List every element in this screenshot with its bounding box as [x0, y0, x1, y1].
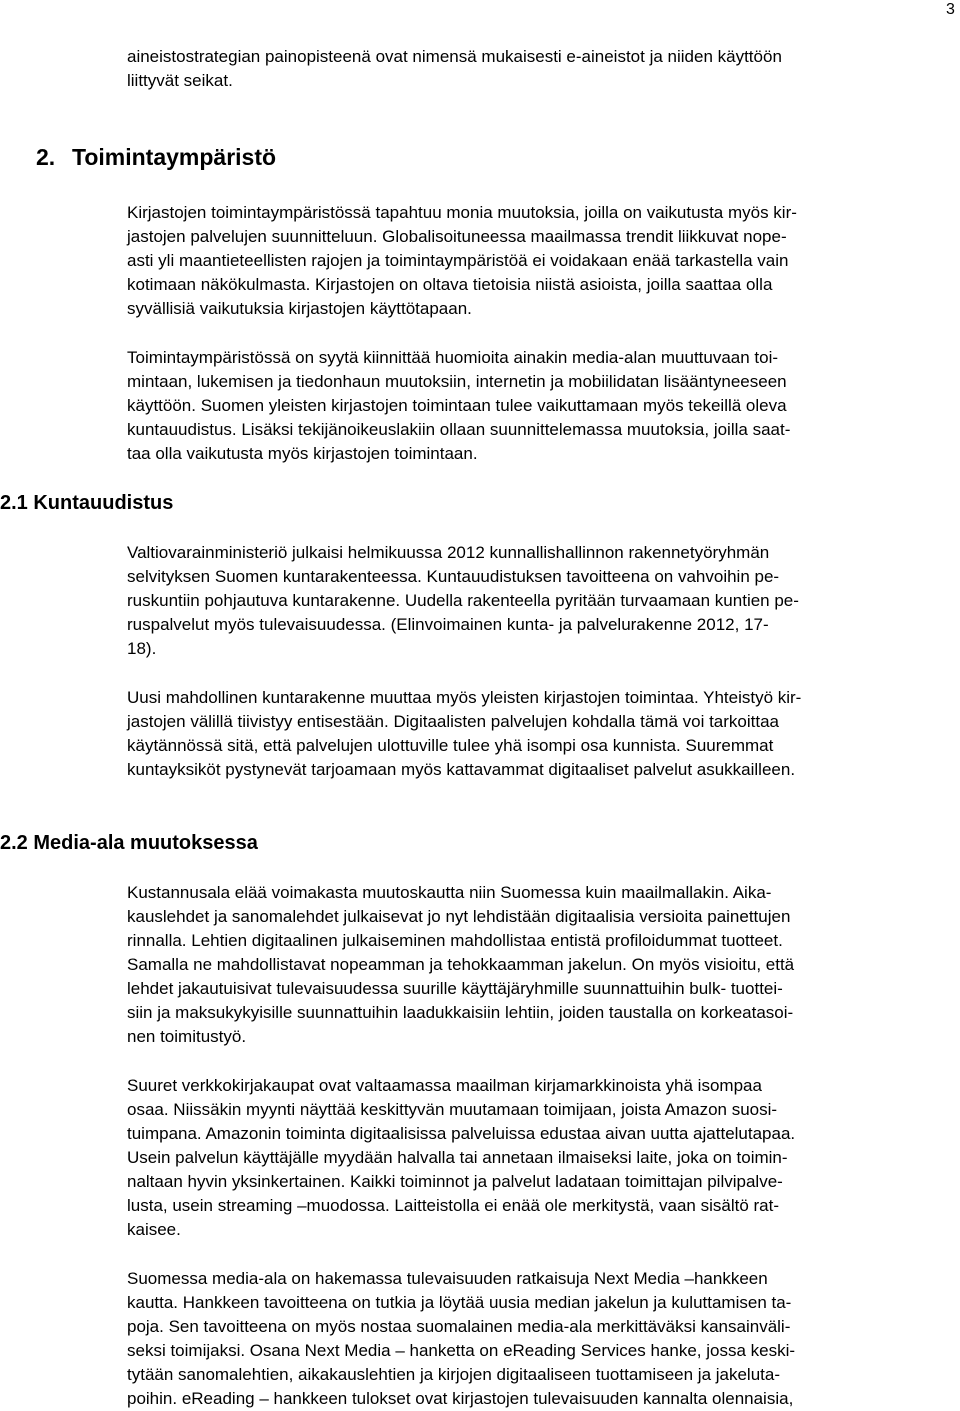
- paragraph: Suuret verkkokirjakaupat ovat valtaamassa maailman kirjamarkkinoista yhä isompaa osaa. Niissäkin myynti näyttää keskittyvän muutamaan toimijaan, joista Amazon suosi- tuimpana. Amazonin toiminta digitaalisissa palveluissa edustaa aivan uutta ajattelutapaa. Usein palvelun käyttäjälle myydään halvalla tai annetaan ilmaiseksi laite, joka on toimin- naltaan hyvin yksinkertainen. Kaikki toiminnot ja palvelut ladataan toimittajan pilvipalve- lusta, usein streaming –muodossa. Laitteistolla ei enää ole merkitystä, vaan sisältö rat- kaisee.: [127, 1076, 796, 1239]
- paragraph: Toimintaympäristössä on syytä kiinnittää huomioita ainakin media-alan muuttuvaan toi- mintaan, lukemisen ja tiedonhaun muutoksiin, internetin ja mobiilidatan lisääntyneeseen käyttöön. Suomen yleisten kirjastojen toimintaan tulee vaikuttamaan myös tekeillä oleva kuntauudistus. Lisäksi tekijänoikeuslakiin ollaan suunnittelemassa muutoksia, joilla saat- taa olla vaikutusta myös kirjastojen toimintaan.: [127, 348, 791, 463]
- section-number: 2.: [36, 144, 56, 170]
- subsection-heading-media-ala: 2.2 Media-ala muutoksessa: [0, 832, 258, 854]
- section-heading-toimintaymparisto: [36, 143, 276, 171]
- paragraph: Suomessa media-ala on hakemassa tulevaisuuden ratkaisuja Next Media –hankkeen kautta. Hankkeen tavoitteena on tutkia ja löytää uusia median jakelun ja kuluttamisen ta- poja. Sen tavoitteena on myös nostaa suomalainen media-ala merkittäväksi kansainväli- seksi toimijaksi. Osana Next Media – hanketta on eReading Services hanke, jossa keski- tytään sanomalehtien, aikakauslehtien ja kirjojen digitaaliseen tuottamiseen ja jakeluta- poihin. eReading – hankkeen tulokset ovat kirjastojen tulevaisuuden kannalta olennaisia,: [127, 1269, 796, 1408]
- section-title: Toimintaympäristö: [72, 144, 277, 170]
- paragraph: Kirjastojen toimintaympäristössä tapahtuu monia muutoksia, joilla on vaikutusta myös kir- jastojen palvelujen suunnitteluun. Globalisoituneessa maailmassa trendit liikkuvat nope- asti yli maantieteellisten rajojen ja toimintaympäristöä ei voidakaan enää tarkastella vain kotimaan näkökulmasta. Kirjastojen on oltava tietoisia niistä asioista, joilla saattaa olla syvällisiä vaikutuksia kirjastojen käyttötapaan.: [127, 203, 797, 318]
- paragraph: Kustannusala elää voimakasta muutoskautta niin Suomessa kuin maailmallakin. Aika- kauslehdet ja sanomalehdet julkaisevat jo nyt lehdistään digitaalisia versioita painettujen rinnalla. Lehtien digitaalinen julkaiseminen mahdollistaa entistä profiloidummat tuotteet. Samalla ne mahdollistavat nopeamman ja tehokkaamman jakelun. On myös visioitu, että lehdet jakautuisivat tulevaisuudessa suurille käyttäjäryhmille suunnattuihin bulk- tuottei- siin ja maksukykyisille suunnattuihin laadukkaisiin lehtiin, joiden taustalla on korkeatasoi- nen toimitustyö.: [127, 883, 795, 1046]
- page-number: 3: [946, 1, 955, 18]
- paragraph: Valtiovarainministeriö julkaisi helmikuussa 2012 kunnallishallinnon rakennetyöryhmän selvityksen Suomen kuntarakenteessa. Kuntauudistuksen tavoitteena on vahvoihin pe- ruskuntiin pohjautuva kuntarakenne. Uudella rakenteella pyritään turvaamaan kuntien pe- ruspalvelut myös tulevaisuudessa. (Elinvoimainen kunta- ja palvelurakenne 2012, 17- 18).: [127, 543, 799, 658]
- subsection-heading-kuntauudistus: 2.1 Kuntauudistus: [0, 492, 174, 514]
- intro-paragraph: aineistostrategian painopisteenä ovat nimensä mukaisesti e-aineistot ja niiden käyttöön liittyvät seikat.: [127, 47, 782, 90]
- paragraph: Uusi mahdollinen kuntarakenne muuttaa myös yleisten kirjastojen toimintaa. Yhteistyö kir- jastojen välillä tiivistyy entisestään. Digitaalisten palvelujen kohdalla tämä voi tarkoittaa käytännössä sitä, että palvelujen ulottuville tulee yhä isompi osa kunnista. Suuremmat kuntayksiköt pystynevät tarjoamaan myös kattavammat digitaaliset palvelut asukkailleen.: [127, 688, 802, 779]
